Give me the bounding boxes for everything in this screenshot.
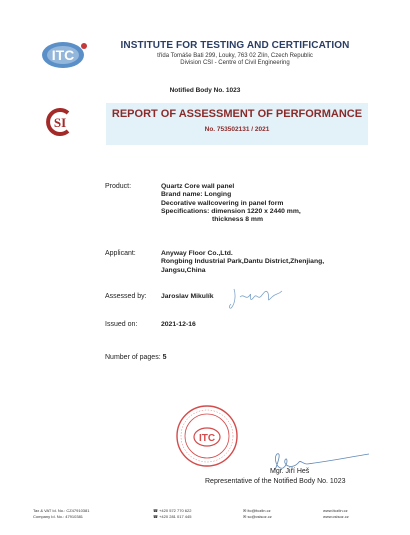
pages-label: Number of pages: bbox=[105, 354, 161, 361]
product-line: Decorative wallcovering in panel form bbox=[161, 199, 284, 207]
footer-websites bbox=[323, 508, 349, 520]
representative-name: Mgr. Jiří Heš bbox=[270, 468, 310, 475]
applicant-line: Rongbing Industrial Park,Dantu District,Zhenjiang, bbox=[161, 258, 325, 266]
seal-text: ITC bbox=[198, 433, 216, 444]
product-value bbox=[161, 183, 301, 224]
footer-website-link[interactable]: www.itczlin.cz bbox=[323, 508, 348, 513]
footer-emails bbox=[243, 508, 272, 520]
csi-logo bbox=[46, 108, 74, 136]
report-title: REPORT OF ASSESSMENT OF PERFORMANCE bbox=[111, 108, 363, 120]
footer-website-link[interactable]: www.csisoz.cz bbox=[323, 514, 349, 519]
assessed-value: Jaroslav Mikulík bbox=[161, 293, 214, 300]
footer-email[interactable]: ✉ sc@csisoz.cz bbox=[243, 514, 272, 519]
institute-address: třída Tomáše Bati 299, Louky, 763 02 Zlín, Czech Republic bbox=[157, 53, 313, 59]
itc-logo-text: ITC bbox=[51, 47, 75, 63]
footer-ids bbox=[33, 508, 89, 520]
csi-logo-text: SI bbox=[53, 115, 67, 130]
itc-logo bbox=[40, 40, 90, 70]
applicant-value bbox=[161, 250, 324, 275]
institute-name: INSTITUTE FOR TESTING AND CERTIFICATION bbox=[120, 40, 350, 51]
issued-value: 2021-12-16 bbox=[161, 321, 196, 328]
product-label: Product: bbox=[105, 183, 132, 190]
footer-phone: ☎ +420 572 770 622 bbox=[153, 508, 192, 513]
footer-tax-id: Tax & VAT Id. No.: CZ47910381 bbox=[33, 508, 90, 513]
product-line: Brand name: Longing bbox=[161, 191, 232, 199]
assessor-signature bbox=[226, 285, 286, 311]
assessed-label: Assessed by: bbox=[105, 293, 147, 300]
institute-header bbox=[100, 40, 370, 66]
product-line: thickness 8 mm bbox=[212, 216, 263, 224]
institute-division: Division CSI - Centre of Civil Engineering bbox=[180, 60, 290, 66]
applicant-label: Applicant: bbox=[105, 250, 136, 257]
footer-phones bbox=[153, 508, 191, 520]
pages-line bbox=[105, 354, 167, 361]
footer-company-id: Company Id. No.: 47910381 bbox=[33, 514, 84, 519]
pages-value: 5 bbox=[162, 354, 167, 361]
product-line: Quartz Core wall panel bbox=[161, 183, 235, 190]
footer-email[interactable]: ✉ itc@itczlin.cz bbox=[243, 508, 271, 513]
issued-label: Issued on: bbox=[105, 321, 138, 328]
footer-phone: ☎ +420 281 017 445 bbox=[153, 514, 192, 519]
itc-seal-stamp bbox=[175, 404, 239, 468]
notified-body: Notified Body No. 1023 bbox=[169, 87, 241, 94]
report-number: No. 753502131 / 2021 bbox=[204, 126, 270, 133]
representative-title: Representative of the Notified Body No. 1023 bbox=[205, 478, 346, 485]
applicant-line: Jangsu,China bbox=[161, 266, 206, 274]
product-line: Specifications: dimension 1220 x 2440 mm, bbox=[161, 207, 301, 215]
applicant-line: Anyway Floor Co.,Ltd. bbox=[161, 250, 233, 257]
